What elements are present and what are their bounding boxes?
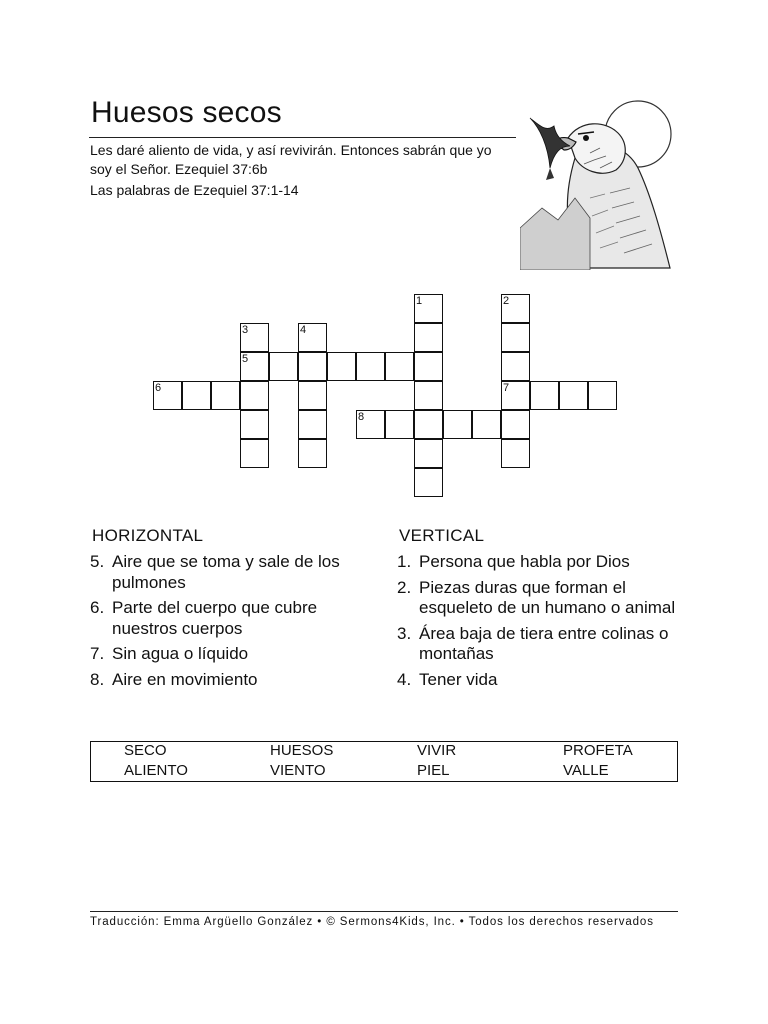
crossword-cell[interactable] [588,381,617,410]
vertical-heading: VERTICAL [399,526,485,545]
crossword-cell[interactable] [269,352,298,381]
crossword-cell[interactable] [414,410,443,439]
crossword-cell[interactable] [501,352,530,381]
horizontal-heading: HORIZONTAL [92,526,204,545]
clue-item: 2. Piezas duras que forman el esqueleto de un humano o animal [397,577,676,617]
crossword-cell[interactable] [414,352,443,381]
horizontal-clues [90,552,370,695]
crossword-cell[interactable] [530,381,559,410]
crossword-cell[interactable] [298,352,327,381]
bank-word: VIVIR [417,742,457,759]
crossword-cell[interactable] [356,410,385,439]
crossword-cell[interactable] [501,323,530,352]
clue-number: 3 [242,324,249,336]
clue-item: 4. Tener vida [397,669,498,689]
crossword-cell[interactable] [298,410,327,439]
clue-item: 1. Persona que habla por Dios [397,552,630,571]
crossword-cell[interactable] [501,410,530,439]
clue-number: 6 [155,382,162,394]
clue-number: 4 [300,324,307,336]
crossword-cell[interactable] [443,410,472,439]
crossword-cell[interactable] [182,381,211,410]
crossword-cell[interactable] [211,381,240,410]
crossword-cell[interactable] [385,352,414,381]
crossword-cell[interactable] [472,410,501,439]
clue-number: 7 [503,382,510,394]
crossword-cell[interactable] [414,439,443,468]
crossword-cell[interactable] [385,410,414,439]
bank-word: SECO [124,742,167,759]
footer-credits: Traducción: Emma Argüello González • © Sermons4Kids, Inc. • Todos los derechos reservados [90,916,654,928]
crossword-cell[interactable] [240,323,269,352]
crossword-cell[interactable] [414,468,443,497]
clue-item: 7. Sin agua o líquido [90,644,249,663]
crossword-cell[interactable] [327,352,356,381]
crossword-cell[interactable] [153,381,182,410]
crossword-cell[interactable] [240,381,269,410]
crossword-cell[interactable] [356,352,385,381]
scripture-source: Las palabras de Ezequiel 37:1-14 [90,182,299,198]
bank-word: PIEL [417,762,450,779]
crossword-cell[interactable] [414,323,443,352]
crossword-cell[interactable] [501,439,530,468]
crossword-cell[interactable] [414,381,443,410]
crossword-cell[interactable] [240,410,269,439]
crossword-cell[interactable] [298,381,327,410]
bank-word: ALIENTO [124,762,188,779]
word-bank [90,741,678,782]
crossword-cell[interactable] [501,294,530,323]
vertical-clues [397,552,682,695]
page-title: Huesos secos [91,96,282,129]
crossword-cell[interactable] [240,352,269,381]
crossword-cell[interactable] [298,439,327,468]
bank-word: PROFETA [563,742,633,759]
crossword-cell[interactable] [501,381,530,410]
clue-item: 5. Aire que se toma y sale de los pulmones [90,552,340,592]
crossword-cell[interactable] [414,294,443,323]
crossword-cell[interactable] [559,381,588,410]
footer-divider [90,911,678,912]
clue-number: 1 [416,295,423,307]
clue-number: 2 [503,295,510,307]
clue-number: 8 [358,411,365,423]
bank-word: VALLE [563,762,609,779]
scripture-verse: Les daré aliento de vida, y así revivirán. Entonces sabrán que yo soy el Señor. Ezequiel 37:6b [90,142,492,177]
clue-number: 5 [242,353,249,365]
bank-word: HUESOS [270,742,334,759]
crossword-cell[interactable] [298,323,327,352]
crossword-cell[interactable] [240,439,269,468]
clue-item: 8. Aire en movimiento [90,669,258,689]
clue-item: 6. Parte del cuerpo que cubre nuestros cuerpos [90,598,318,638]
bank-word: VIENTO [270,762,326,779]
clue-item: 3. Área baja de tiera entre colinas o montañas [397,623,669,663]
